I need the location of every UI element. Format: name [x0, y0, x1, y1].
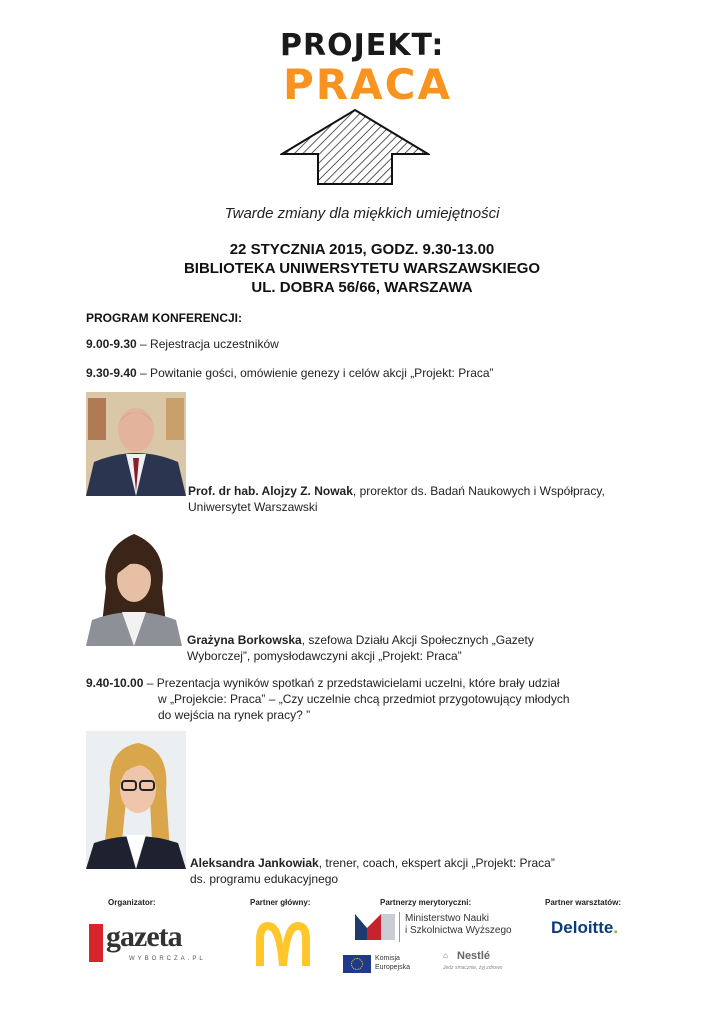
logo-projekt: PROJEKT: — [280, 28, 445, 63]
eu-name-cont: Europejska — [375, 964, 411, 971]
program-time: 9.00-9.30 — [86, 337, 137, 351]
gazeta-logo — [89, 920, 206, 968]
nestle-nest-icon: ⌂ — [443, 951, 448, 960]
logo-praca: PRACA — [283, 60, 452, 109]
deloitte-dot: . — [613, 918, 619, 937]
eu-flag-icon — [343, 955, 371, 973]
gazeta-logo-sub: WYBORCZA.PL — [129, 956, 206, 962]
mcdonalds-logo-icon — [252, 918, 314, 968]
speaker-caption — [187, 632, 647, 664]
organizer-label: Organizator: — [108, 898, 156, 907]
gazeta-logo-text: gazeta — [106, 920, 182, 953]
speaker-role-cont: Wyborczej”, pomysłodawczyni akcji „Projekt: Praca” — [187, 649, 462, 663]
program-title: PROGRAM KONFERENCJI: — [86, 311, 243, 325]
program-item — [86, 366, 494, 380]
speaker-photo — [86, 392, 186, 496]
speaker-caption — [190, 855, 650, 887]
eu-commission-logo — [343, 951, 431, 977]
program-text-cont: do wejścia na rynek pracy? ” — [158, 708, 311, 722]
ministry-logo — [355, 912, 525, 944]
speaker-caption — [188, 483, 648, 515]
headline-venue: BIBLIOTEKA UNIWERSYTETU WARSZAWSKIEGO — [183, 260, 541, 277]
speaker-role: , szefowa Działu Akcji Społecznych „Gazety — [301, 633, 534, 647]
program-item — [86, 337, 279, 351]
program-text-cont: w „Projekcie: Praca” – „Czy uczelnie chcą przedmiot przygotowujący młodych — [158, 692, 570, 706]
speaker-name: Prof. dr hab. Alojzy Z. Nowak — [188, 484, 353, 498]
program-text: – Powitanie gości, omówienie genezy i celów akcji „Projekt: Praca” — [136, 366, 494, 380]
program-time: 9.30-9.40 — [86, 366, 137, 380]
eu-name: Komisja — [375, 955, 400, 962]
speaker-photo — [86, 731, 186, 869]
nestle-logo-text: Nestlé — [457, 950, 491, 962]
arrow-up-icon — [280, 108, 430, 186]
program-text: – Rejestracja uczestników — [136, 337, 279, 351]
speaker-role-cont: Uniwersytet Warszawski — [188, 500, 318, 514]
speaker-role-cont: ds. programu edukacyjnego — [190, 872, 339, 886]
speaker-photo — [86, 528, 182, 646]
workshop-partner-label: Partner warsztatów: — [545, 898, 622, 907]
event-subtitle: Twarde zmiany dla miękkich umiejętności — [224, 205, 500, 222]
speaker-role: , trener, coach, ekspert akcji „Projekt: Praca” — [318, 856, 555, 870]
main-partner-label: Partner główny: — [250, 898, 311, 907]
nestle-logo — [443, 951, 513, 975]
content-partners-label: Partnerzy merytoryczni: — [380, 898, 472, 907]
program-time: 9.40-10.00 — [86, 676, 144, 690]
headline-address: UL. DOBRA 56/66, WARSZAWA — [251, 279, 473, 296]
speaker-role: , prorektor ds. Badań Naukowych i Współpracy, — [352, 484, 605, 498]
speaker-name: Aleksandra Jankowiak — [190, 856, 319, 870]
deloitte-logo-text: Deloitte — [551, 918, 614, 937]
program-item — [86, 675, 606, 723]
headline-date: 22 STYCZNIA 2015, GODZ. 9.30-13.00 — [229, 241, 495, 258]
deloitte-logo — [551, 918, 618, 938]
ministry-name-cont: i Szkolnictwa Wyższego — [405, 925, 512, 936]
ministry-emblem-icon — [355, 914, 395, 940]
speaker-name: Grażyna Borkowska — [187, 633, 302, 647]
nestle-slogan: Jedz smacznie, żyj zdrowo — [443, 965, 503, 971]
program-text: – Prezentacja wyników spotkań z przedstawicielami uczelni, które brały udział — [143, 676, 560, 690]
ministry-name: Ministerstwo Nauki — [405, 913, 489, 924]
